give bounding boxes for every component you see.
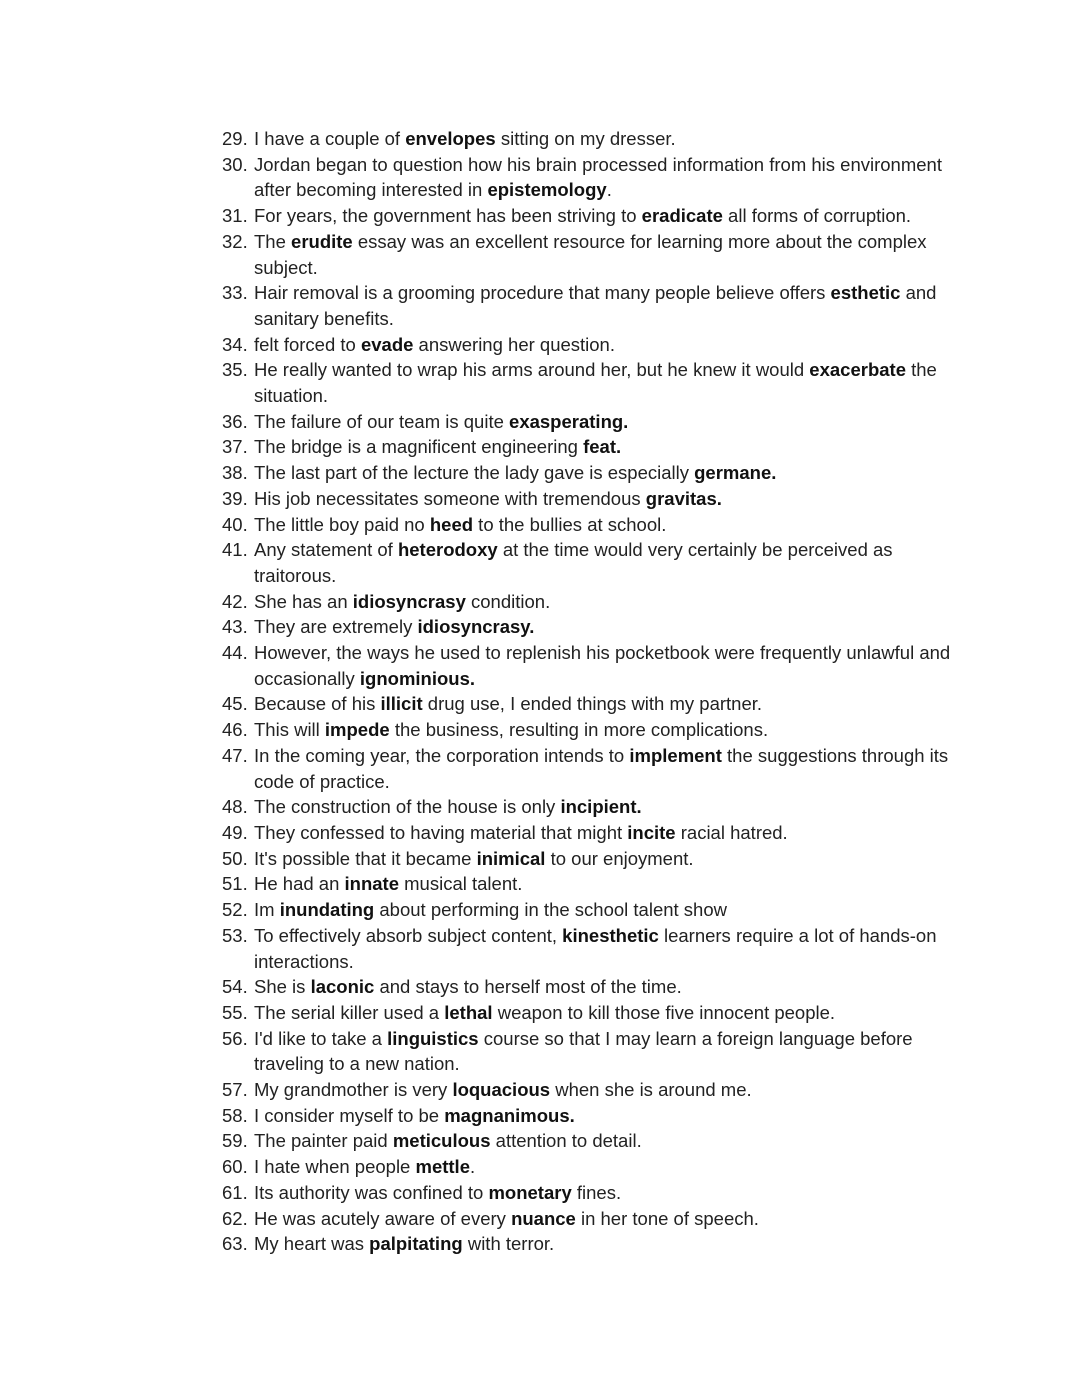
sentence-item: [0, 1103, 1080, 1129]
sentence-text-before: For years, the government has been striving to: [254, 205, 642, 227]
sentence-item: [0, 794, 1080, 820]
sentence-number: 61.: [222, 1181, 248, 1203]
sentence-item: [0, 1026, 1080, 1077]
sentence-item: [0, 1231, 1080, 1257]
sentence-text-before: This will: [254, 719, 325, 741]
sentence-text-before: His job necessitates someone with tremendous: [254, 487, 646, 509]
vocabulary-word: monetary: [488, 1181, 572, 1203]
sentence-number: 33.: [222, 282, 248, 304]
sentence-number: 63.: [222, 1233, 248, 1255]
vocabulary-word: heed: [429, 513, 474, 535]
sentence-item: [0, 897, 1080, 923]
sentence-item: [0, 614, 1080, 640]
sentence-text-before: The painter paid: [254, 1130, 393, 1152]
sentence-text-after: and sanitary benefits.: [254, 282, 937, 329]
sentence-text-after: essay was an excellent resource for learning more about the complex subject.: [254, 230, 927, 278]
vocabulary-word: idiosyncrasy: [352, 590, 466, 612]
sentence-text-after: fines.: [571, 1181, 622, 1203]
sentence-item: [0, 537, 1080, 588]
sentence-item: [0, 589, 1080, 615]
sentence-text-after: and stays to herself most of the time.: [374, 976, 682, 998]
vocabulary-word: exacerbate: [809, 359, 906, 381]
sentence-number: 53.: [222, 924, 248, 946]
vocabulary-word: incite: [627, 821, 676, 843]
sentence-number: 32.: [222, 230, 248, 252]
vocabulary-word: idiosyncrasy.: [417, 616, 535, 638]
vocabulary-word: innate: [344, 873, 399, 895]
sentence-text-before: The construction of the house is only: [254, 796, 561, 818]
sentence-number: 38.: [222, 462, 248, 484]
sentence-text-before: They confessed to having material that might: [254, 821, 628, 843]
sentence-text-before: Jordan began to question how his brain processed information from his environment after becoming interested in: [254, 153, 942, 201]
sentence-number: 44.: [222, 642, 248, 664]
sentence-number: 48.: [222, 796, 248, 818]
vocabulary-word: feat.: [583, 436, 622, 458]
sentence-number: 60.: [222, 1156, 248, 1178]
sentence-number: 50.: [222, 847, 248, 869]
sentence-text-before: He really wanted to wrap his arms around her, but he knew it would: [254, 359, 810, 381]
sentence-number: 54.: [222, 976, 248, 998]
sentence-text-before: The bridge is a magnificent engineering: [254, 436, 584, 458]
sentence-text-after: in her tone of speech.: [575, 1207, 759, 1229]
sentence-item: [0, 846, 1080, 872]
sentence-text-before: The serial killer used a: [254, 1001, 445, 1023]
sentence-number: 47.: [222, 744, 248, 766]
sentence-text-before: I have a couple of: [254, 128, 406, 149]
sentence-text-before: The failure of our team is quite: [254, 410, 510, 432]
sentence-item: [0, 717, 1080, 743]
vocabulary-word: erudite: [291, 230, 353, 252]
sentence-number: 49.: [222, 821, 248, 843]
sentence-item: [0, 1180, 1080, 1206]
sentence-text-before: My heart was: [254, 1233, 370, 1255]
sentence-item: [0, 871, 1080, 897]
sentence-item: [0, 1077, 1080, 1103]
sentence-number: 51.: [222, 873, 248, 895]
vocabulary-word: gravitas.: [645, 487, 722, 509]
vocabulary-word: germane.: [694, 462, 777, 484]
vocabulary-word: illicit: [380, 693, 423, 715]
sentence-text-after: racial hatred.: [675, 821, 788, 843]
sentence-item: [0, 486, 1080, 512]
sentence-text-before: She has an: [254, 590, 353, 612]
vocabulary-word: loquacious: [452, 1079, 551, 1101]
sentence-text-before: The last part of the lecture the lady gave is especially: [254, 462, 695, 484]
sentence-item: [0, 460, 1080, 486]
sentence-number: 41.: [222, 539, 248, 561]
sentence-item: [0, 923, 1080, 974]
sentence-text-after: at the time would very certainly be perceived as traitorous.: [254, 539, 893, 586]
sentence-number: 29.: [222, 128, 248, 149]
sentence-text-after: about performing in the school talent show: [374, 899, 727, 921]
vocabulary-word: mettle: [415, 1156, 470, 1178]
vocabulary-word: magnanimous.: [444, 1104, 575, 1126]
vocabulary-word: exasperating.: [509, 410, 629, 432]
sentence-item: [0, 743, 1080, 794]
sentence-list: [0, 126, 1080, 1257]
sentence-number: 57.: [222, 1079, 248, 1101]
sentence-number: 36.: [222, 410, 248, 432]
sentence-item: [0, 409, 1080, 435]
sentence-item: [0, 1206, 1080, 1232]
vocabulary-word: impede: [324, 719, 390, 741]
sentence-text-after: weapon to kill those five innocent people.: [492, 1001, 836, 1023]
sentence-number: 40.: [222, 513, 248, 535]
vocabulary-word: inimical: [476, 847, 546, 869]
sentence-number: 46.: [222, 719, 248, 741]
sentence-number: 42.: [222, 590, 248, 612]
sentence-number: 55.: [222, 1001, 248, 1023]
sentence-number: 39.: [222, 487, 248, 509]
sentence-text-before: Because of his: [254, 693, 381, 715]
sentence-item: [0, 332, 1080, 358]
sentence-text-after: the situation.: [254, 359, 937, 407]
sentence-text-before: In the coming year, the corporation intends to: [254, 744, 630, 766]
sentence-number: 58.: [222, 1104, 248, 1126]
sentence-item: [0, 1000, 1080, 1026]
sentence-text-after: to the bullies at school.: [473, 513, 667, 535]
sentence-text-before: Any statement of: [254, 539, 398, 561]
vocabulary-word: laconic: [310, 976, 375, 998]
sentence-item: [0, 820, 1080, 846]
sentence-number: 43.: [222, 616, 248, 638]
sentence-number: 30.: [222, 153, 248, 175]
sentence-text-before: Hair removal is a grooming procedure that many people believe offers: [254, 282, 831, 304]
sentence-item: [0, 229, 1080, 280]
vocabulary-word: inundating: [279, 899, 375, 921]
sentence-text-before: To effectively absorb subject content,: [254, 924, 563, 946]
sentence-text-before: The: [254, 230, 292, 252]
vocabulary-word: linguistics: [387, 1027, 479, 1049]
sentence-text-after: .: [606, 179, 612, 201]
sentence-text-after: all forms of corruption.: [722, 205, 912, 227]
sentence-document: [0, 126, 1080, 1257]
sentence-text-after: musical talent.: [399, 873, 523, 895]
vocabulary-word: meticulous: [392, 1130, 491, 1152]
sentence-text-after: course so that I may learn a foreign language before traveling to a new nation.: [254, 1027, 913, 1075]
vocabulary-word: kinesthetic: [562, 924, 659, 946]
vocabulary-word: lethal: [444, 1001, 493, 1023]
sentence-text-after: to our enjoyment.: [545, 847, 694, 869]
sentence-text-after: condition.: [465, 590, 551, 612]
sentence-text-after: the suggestions through its code of practice.: [254, 744, 949, 792]
sentence-item: [0, 1154, 1080, 1180]
sentence-number: 35.: [222, 359, 248, 381]
sentence-text-after: answering her question.: [413, 333, 615, 355]
sentence-item: [0, 280, 1080, 331]
sentence-text-before: I consider myself to be: [254, 1104, 445, 1126]
vocabulary-word: incipient.: [560, 796, 642, 818]
vocabulary-word: implement: [629, 744, 722, 766]
vocabulary-word: heterodoxy: [397, 539, 498, 561]
sentence-text-before: He had an: [254, 873, 345, 895]
sentence-text-before: It's possible that it became: [254, 847, 477, 869]
sentence-text-after: learners require a lot of hands-on interactions.: [254, 924, 937, 972]
vocabulary-word: nuance: [511, 1207, 576, 1229]
sentence-text-before: Im: [254, 899, 280, 921]
sentence-text-after: sitting on my dresser.: [495, 128, 676, 149]
sentence-item: [0, 357, 1080, 408]
sentence-text-after: attention to detail.: [490, 1130, 642, 1152]
vocabulary-word: esthetic: [830, 282, 901, 304]
vocabulary-word: eradicate: [641, 205, 723, 227]
sentence-number: 31.: [222, 205, 248, 227]
sentence-item: [0, 1128, 1080, 1154]
sentence-item: [0, 640, 1080, 691]
sentence-text-after: drug use, I ended things with my partner.: [422, 693, 763, 715]
sentence-item: [0, 126, 1080, 152]
sentence-text-before: Its authority was confined to: [254, 1181, 489, 1203]
sentence-text-before: The little boy paid no: [254, 513, 430, 535]
sentence-text-before: I hate when people: [254, 1156, 416, 1178]
sentence-number: 37.: [222, 436, 248, 458]
sentence-text-after: when she is around me.: [550, 1079, 752, 1101]
sentence-item: [0, 152, 1080, 203]
vocabulary-word: evade: [360, 333, 414, 355]
sentence-text-after: with terror.: [462, 1233, 555, 1255]
sentence-item: [0, 691, 1080, 717]
sentence-text-before: He was acutely aware of every: [254, 1207, 512, 1229]
sentence-number: 62.: [222, 1207, 248, 1229]
sentence-text-before: She is: [254, 976, 311, 998]
sentence-number: 52.: [222, 899, 248, 921]
sentence-number: 59.: [222, 1130, 248, 1152]
sentence-number: 56.: [222, 1027, 248, 1049]
sentence-item: [0, 203, 1080, 229]
sentence-text-after: the business, resulting in more complications.: [389, 719, 769, 741]
sentence-text-before: They are extremely: [254, 616, 418, 638]
sentence-text-before: My grandmother is very: [254, 1079, 453, 1101]
sentence-text-before: However, the ways he used to replenish his pocketbook were frequently unlawful and occasionally: [254, 642, 951, 689]
sentence-item: [0, 434, 1080, 460]
sentence-item: [0, 512, 1080, 538]
vocabulary-word: ignominious.: [359, 667, 476, 689]
vocabulary-word: epistemology: [487, 179, 607, 201]
sentence-text-before: I'd like to take a: [254, 1027, 388, 1049]
sentence-text-after: .: [470, 1156, 476, 1178]
sentence-item: [0, 974, 1080, 1000]
sentence-number: 45.: [222, 693, 248, 715]
sentence-text-before: felt forced to: [254, 333, 361, 355]
sentence-number: 34.: [222, 333, 248, 355]
vocabulary-word: envelopes: [405, 128, 496, 149]
vocabulary-word: palpitating: [369, 1233, 463, 1255]
